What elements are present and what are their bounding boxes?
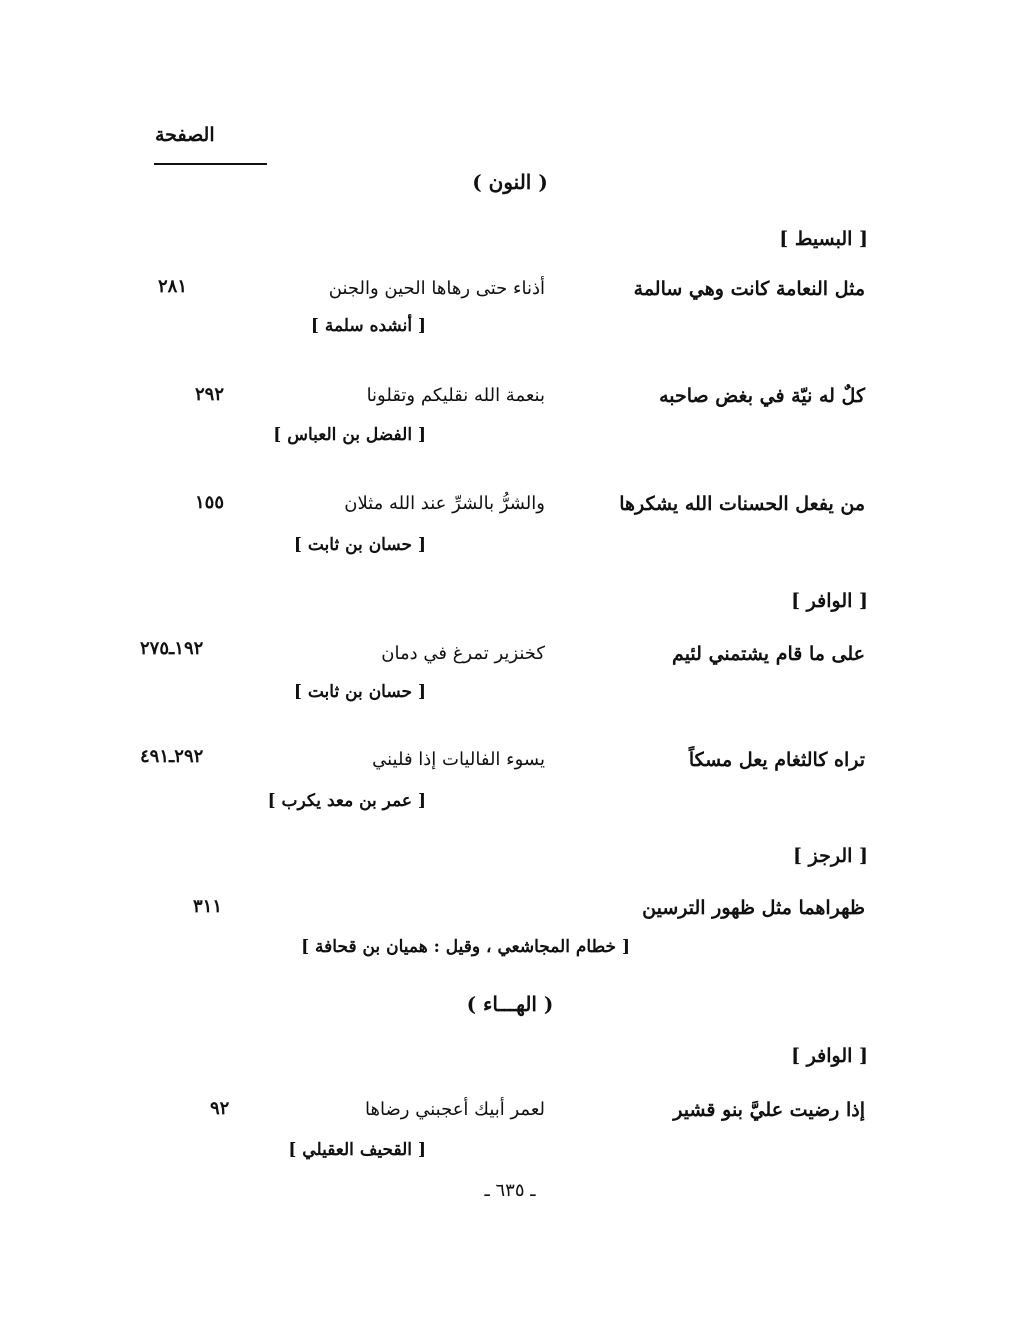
page-column-heading: الصفحة — [155, 124, 215, 146]
meter-label-wafir: [ الوافر ] — [791, 1045, 868, 1067]
heading-underline — [154, 163, 267, 165]
verse-page-ref: ٢٨١ — [158, 276, 188, 297]
section-title-nun: ( النون ) — [472, 170, 548, 194]
verse-sadr: من يفعل الحسنات الله يشكرها — [619, 493, 865, 515]
verse-page-ref: ٢٩٢ـ٤٩١ — [140, 746, 204, 767]
verse-page-ref: ١٥٥ — [195, 492, 225, 513]
verse-sadr: مثل النعامة كانت وهي سالمة — [633, 278, 865, 300]
verse-ajuz: أذناء حتى رهاها الحين والجنن — [328, 278, 545, 299]
verse-ajuz: لعمر أبيك أعجبني رضاها — [365, 1099, 545, 1120]
section-title-ha: ( الهـــاء ) — [466, 992, 554, 1016]
verse-sadr: تراه كالثغام يعل مسكاً — [688, 749, 865, 771]
verse-page-ref: ٣١١ — [193, 896, 223, 917]
verse-page-ref: ٩٢ — [210, 1098, 230, 1119]
verse-sadr: على ما قام يشتمني لئيم — [672, 643, 865, 665]
verse-ajuz: كخنزير تمرغ في دمان — [381, 643, 545, 664]
verse-poet: [ خطام المجاشعي ، وقيل : هميان بن قحافة ] — [301, 937, 630, 957]
meter-label-wafir: [ الوافر ] — [791, 590, 868, 612]
verse-poet: [ حسان بن ثابت ] — [293, 682, 426, 702]
meter-label-basit: [ البسيط ] — [779, 228, 868, 250]
verse-poet: [ حسان بن ثابت ] — [293, 535, 426, 555]
meter-label-rajaz: [ الرجز ] — [793, 845, 868, 867]
verse-sadr: إذا رضيت عليَّ بنو قشير — [673, 1099, 865, 1121]
verse-ajuz: يسوء الفاليات إذا فليني — [372, 749, 545, 770]
verse-sadr: ظهراهما مثل ظهور الترسين — [642, 897, 865, 919]
verse-ajuz: والشرُّ بالشرِّ عند الله مثلان — [344, 493, 545, 514]
verse-poet: [ القحيف العقيلي ] — [288, 1140, 426, 1160]
verse-sadr: كلٌ له نيّة في بغض صاحبه — [659, 385, 865, 407]
verse-poet: [ عمر بن معد يكرب ] — [267, 791, 426, 811]
verse-page-ref: ٢٩٢ — [195, 384, 225, 405]
verse-ajuz: بنعمة الله نقليكم وتقلونا — [366, 385, 545, 406]
page-number: ـ ٦٣٥ ـ — [484, 1180, 536, 1201]
verse-page-ref: ١٩٢ـ٢٧٥ — [140, 638, 204, 659]
verse-poet: [ أنشده سلمة ] — [310, 316, 426, 336]
verse-poet: [ الفضل بن العباس ] — [273, 425, 426, 445]
